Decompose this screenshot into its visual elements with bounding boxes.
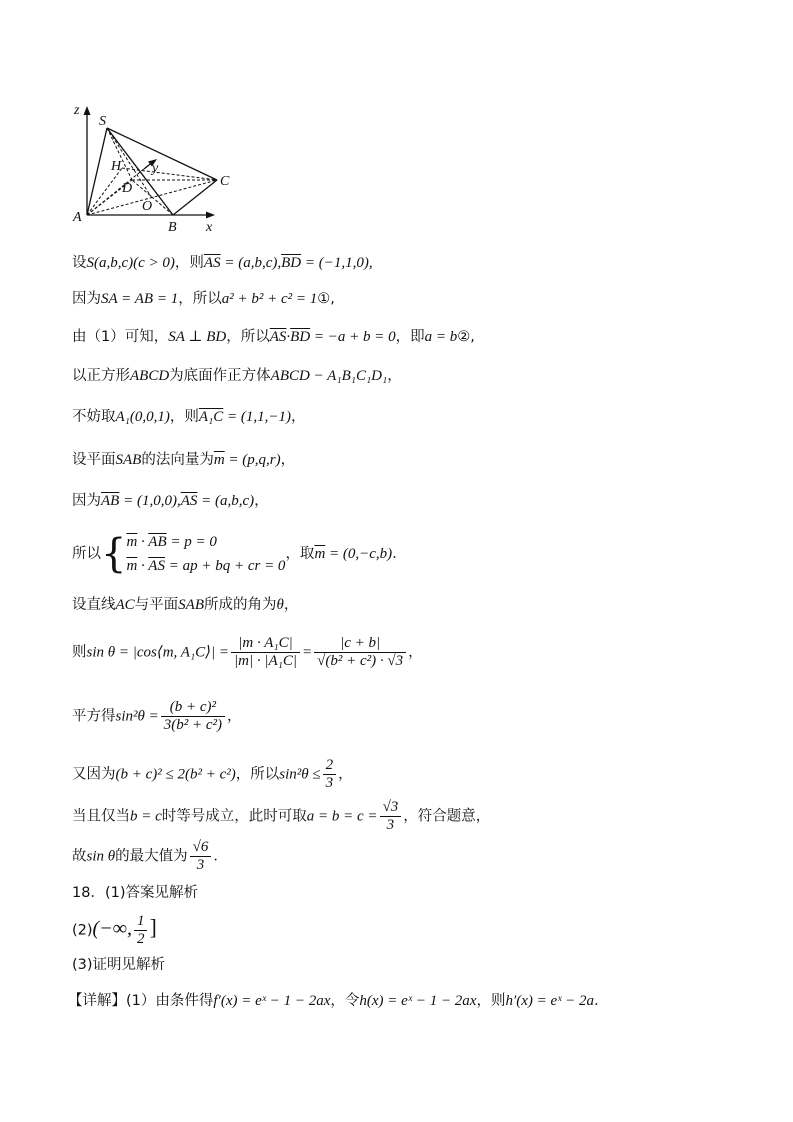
label-x: x (206, 220, 213, 235)
solution-line-8: 所以{ $\overline{m} \cdot \overline{AB} = p = 0$ $\overline{m} \cdot \overline{AS}$ = ap + bq + cr = 0 ，取$\overline{m} = (0,-c,b)$． (72, 531, 407, 578)
fraction-6: $\frac{√6}{3}$ (190, 840, 212, 873)
fraction-4: $\frac{2}{3}$ (323, 758, 337, 791)
z-axis-arrow (84, 106, 91, 115)
answer-18-1: 18．(1)答案见解析 (72, 885, 198, 901)
pyramid-figure (66, 98, 246, 238)
fraction-2: $\frac{|c + b|}{\text{√(b² + c²) · √3}}$ (314, 636, 406, 669)
label-y: y (152, 161, 159, 176)
x-axis-arrow (206, 212, 215, 219)
label-D: D (122, 181, 133, 196)
solution-line-12: 又因为(b + c)² ≤ 2(b² + c²)，所以sin²θ ≤ $\frac{2}{3}$ ， (72, 757, 353, 791)
fraction-3: $\frac{\text{(b + c)²}}{\text{3(b² + c²)}}$ (161, 700, 225, 733)
label-H: H (111, 159, 122, 174)
fraction-7: $\frac{1}{2}$ (134, 914, 148, 947)
solution-line-11: 平方得sin²θ = $\frac{\text{(b + c)²}}{\text{3(b² + c²)}}$ ， (72, 699, 242, 733)
solution-line-3: 由（1）可知，SA ⊥ BD，所以$\overline{AS}\cdot\overline{BD} = -a + b = 0$，即a = b②, (72, 329, 475, 345)
solution-line-14: 故sin θ的最大值为 $\frac{√6}{3}$ ． (72, 839, 228, 873)
answer-18-2: (2)(−∞, $\frac{1}{2}$ ] (72, 913, 157, 947)
solution-line-10: 则sin θ = |cos⟨m, A₁C⟩| = $\frac{\text{|m · A₁C|}}{\text{|m| · |A₁C|}}$ = $\frac{|c + b|}{\text{√(b² + c²) · √3}}$ ， (72, 635, 423, 669)
label-O: O (142, 199, 153, 214)
solution-line-9: 设直线AC与平面SAB所成的角为θ， (72, 597, 299, 613)
label-A: A (73, 210, 82, 225)
solution-line-1: 设S(a,b,c)(c > 0)，则$\overline{AS} = (a,b,c),\overline{BD} = (-1,1,0)$, (72, 255, 373, 271)
diag-BD (132, 180, 173, 215)
fraction-1: $\frac{\text{|m · A₁C|}}{\text{|m| · |A₁C|}}$ (231, 636, 300, 669)
solution-line-4: 以正方形ABCD为底面作正方体ABCD − A₁B₁C₁D₁， (72, 368, 402, 384)
solution-line-2: 因为SA = AB = 1，所以a² + b² + c² = 1①, (72, 291, 335, 307)
solution-line-13: 当且仅当b = c时等号成立，此时可取a = b = c = $\frac{√3}{3}$ ，符合题意， (72, 799, 491, 833)
solution-line-6: 设平面SAB的法向量为$\overline{m} = (p,q,r)$， (72, 452, 296, 468)
detail-line: 【详解】(1）由条件得f′(x) = eˣ − 1 − 2ax，令h(x) = eˣ − 1 − 2ax，则h′(x) = eˣ − 2a． (68, 993, 609, 1009)
answer-18-3: (3)证明见解析 (72, 957, 166, 973)
solution-line-7: 因为$\overline{AB} = (1,0,0),\overline{AS} = (a,b,c)$， (72, 493, 269, 509)
fraction-5: $\frac{√3}{3}$ (380, 800, 402, 833)
edge-BC (173, 180, 217, 215)
left-brace: { (101, 531, 127, 578)
solution-line-5: 不妨取A₁(0,0,1)，则A₁C = (1,1,−1)， (72, 409, 306, 425)
equation-system: $\overline{m} \cdot \overline{AB} = p = 0$ $\overline{m} \cdot \overline{AS}$ = ap + bq + cr = 0 (126, 534, 286, 575)
label-B: B (168, 220, 177, 235)
label-z: z (74, 103, 80, 118)
label-S: S (99, 114, 106, 129)
line-HC (122, 168, 217, 180)
label-C: C (220, 174, 230, 189)
